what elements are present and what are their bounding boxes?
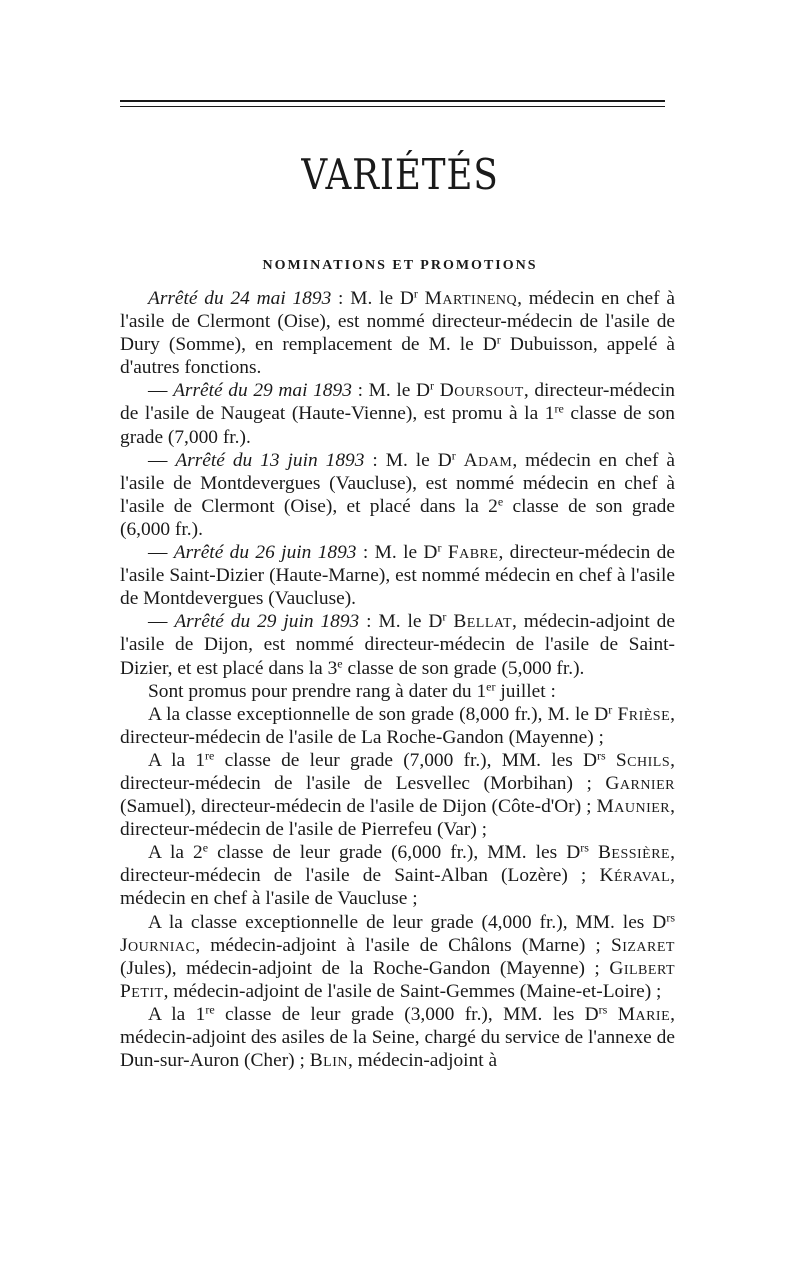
person-name: Bellat [453, 611, 513, 633]
paragraph-promo-intro: Sont promus pour prendre rang à dater du 1er juillet : [148, 678, 556, 702]
person-name: Frièse [617, 703, 671, 725]
person-name: Journiac [120, 934, 196, 956]
person-name: Garnier [605, 772, 675, 794]
article-body [120, 287, 675, 1072]
arrete-date: Arrêté du 26 juin 1893 [173, 542, 357, 564]
arrete-date: Arrêté du 29 mai 1893 [173, 380, 352, 402]
page-title: VARIÉTÉS [301, 150, 499, 199]
section-subtitle: NOMINATIONS ET PROMOTIONS [262, 258, 538, 273]
person-name: Adam [463, 449, 513, 471]
person-name: Bessière [597, 842, 671, 864]
paragraph-promo-exceptionnelle-adjoints: A la classe exceptionnelle de leur grade (4,000 fr.), MM. les $D^{rs}$ Journiac, médecin-adjoint à l'asile de Châlons (Marne) ; Sizaret (Jules), médecin-adjoint de la Roche-Gandon (Mayenne) ; Gilbert Petit, médecin-adjoint de l'asile de Saint-Gemmes (Maine-et-Loire) ; [120, 909, 675, 1002]
paragraph-arrete-5: — Arrêté du 29 juin 1893 : M. le $D^r$ Bellat, médecin-adjoint de l'asile de Dijon, est nommé directeur-médecin de l'asile de Saint-Dizier, et est placé dans la 3e classe de son grade (5,000 fr.). [120, 609, 675, 679]
paragraph-promo-exceptionnelle: A la classe exceptionnelle de son grade (8,000 fr.), M. le $D^r$ Frièse, directeur-médecin de l'asile de La Roche-Gandon (Mayenne) ; [120, 702, 675, 748]
paragraph-arrete-2: — Arrêté du 29 mai 1893 : M. le $D^r$ Doursout, directeur-médecin de l'asile de Naugeat (Haute-Vienne), est promu à la 1re classe de son grade (7,000 fr.). [120, 378, 676, 448]
paragraph-arrete-3: — Arrêté du 13 juin 1893 : M. le $D^r$ Adam, médecin en chef à l'asile de Montdevergues (Vaucluse), est nommé médecin en chef à l'asile de Clermont (Oise), et placé dans la 2e classe de son grade (6,000 fr.). [120, 448, 675, 540]
person-name: Sizaret [610, 934, 675, 956]
header-rule-thin [120, 106, 665, 107]
paragraph-promo-2e-classe: A la 2e classe de leur grade (6,000 fr.), MM. les $D^{rs}$ Bessière, directeur-médecin de l'asile de Saint-Alban (Lozère) ; Kéraval, médecin en chef à l'asile de Vaucluse ; [120, 840, 675, 910]
person-name: Martinenq [424, 288, 518, 309]
arrete-date: Arrêté du 24 mai 1893 [148, 288, 332, 309]
paragraph-promo-1re-classe: A la 1re classe de leur grade (7,000 fr.), MM. les $D^{rs}$ Schils, directeur-médecin de l'asile de Lesvellec (Morbihan) ; Garnier (Samuel), directeur-médecin de l'asile de Dijon (Côte-d'Or) ; Maunier, directeur-médecin de l'asile de Pierrefeu (Var) ; [120, 748, 675, 841]
paragraph-arrete-4: — Arrêté du 26 juin 1893 : M. le $D^r$ Fabre, directeur-médecin de l'asile Saint-Dizier (Haute-Marne), est nommé médecin en chef à l'asile de Montdevergues (Vaucluse). [120, 540, 675, 610]
person-name: Marie [617, 1003, 671, 1025]
person-name: Blin [309, 1050, 348, 1072]
person-name: Schils [615, 749, 671, 771]
person-name: Kéraval [599, 865, 671, 887]
person-name: Gilbert Petit [120, 957, 675, 1002]
arrete-date: Arrêté du 13 juin 1893 [175, 449, 365, 471]
paragraph-promo-1re-classe-adjoints: A la 1re classe de leur grade (3,000 fr.), MM. les $D^{rs}$ Marie, médecin-adjoint des asiles de la Seine, chargé du service de l'annexe de Dun-sur-Auron (Cher) ; Blin, médecin-adjoint à [120, 1002, 675, 1072]
header-rule [120, 100, 665, 102]
person-name: Maunier [596, 796, 671, 818]
arrete-date: Arrêté du 29 juin 1893 [174, 611, 360, 633]
person-name: Doursout [439, 380, 524, 402]
person-name: Fabre [447, 542, 499, 564]
paragraph-arrete-1: Arrêté du 24 mai 1893 : M. le $D^r$ Martinenq, médecin en chef à l'asile de Clermont (Oise), est nommé directeur-médecin de l'asile de Dury (Somme), en remplacement de M. le $D^r$ Dubuisson, appelé à d'autres fonctions. [120, 286, 675, 379]
